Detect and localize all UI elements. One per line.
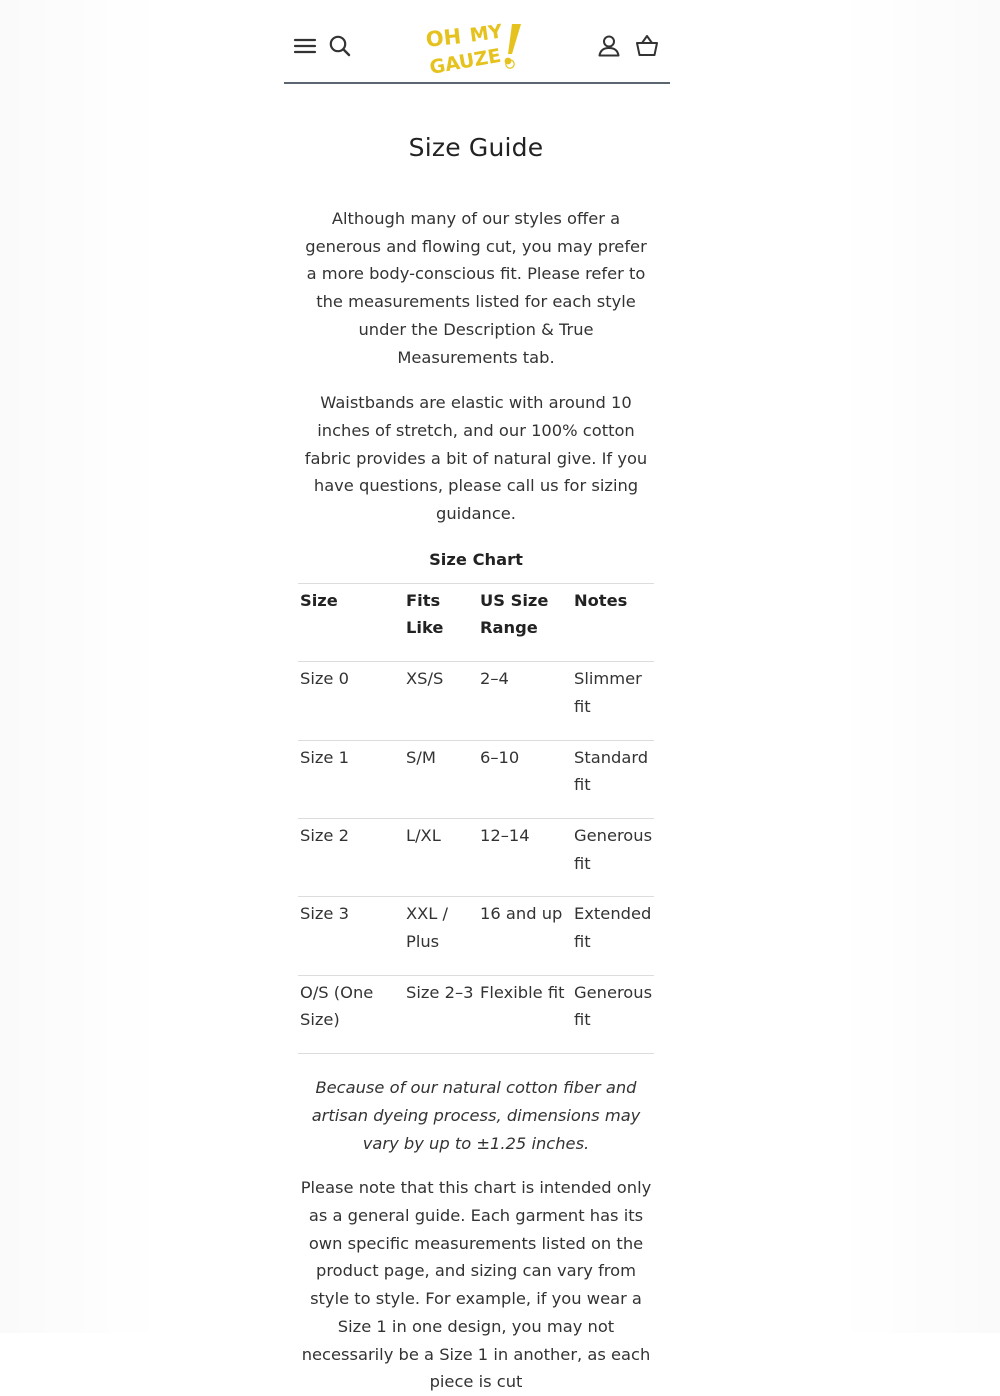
svg-text:GAUZE: GAUZE — [427, 44, 503, 79]
table-cell: L/XL — [406, 825, 441, 845]
column-header: Size — [300, 590, 338, 610]
column-header: Fits Like — [406, 590, 444, 638]
table-cell: Generous fit — [574, 825, 653, 873]
general-guide-paragraph: Please note that this chart is intended only as a general guide. Each garment has its own specific measurements listed on the product page, and sizing can vary from style to style. For example, if you wear a Size 1 in one design, you may not necessarily be a Size 1 in another, as each piece is cut — [300, 1178, 652, 1392]
size-guide-content — [298, 82, 654, 1396]
table-cell: S/M — [406, 747, 436, 767]
waistband-paragraph: Waistbands are elastic with around 10 inches of stretch, and our 100% cotton fabric provides a bit of natural give. If you have questions, please call us for sizing guidance. — [304, 393, 648, 524]
search-icon[interactable] — [327, 33, 355, 61]
user-account-icon[interactable] — [596, 33, 624, 61]
table-row — [298, 975, 654, 1053]
shopping-basket-icon[interactable] — [634, 33, 662, 61]
table-cell: 12–14 — [480, 825, 530, 845]
size-chart-heading: Size Chart — [429, 549, 523, 569]
table-cell: XXL / Plus — [406, 904, 449, 952]
column-header: Notes — [574, 590, 628, 610]
table-cell: Size 0 — [300, 669, 349, 689]
table-cell: Standard fit — [574, 747, 649, 795]
table-cell: 16 and up — [480, 904, 563, 924]
table-cell: Size 2 — [300, 825, 349, 845]
table-cell: Extended fit — [574, 904, 652, 952]
table-cell: Slimmer fit — [574, 669, 642, 716]
intro-paragraph: Although many of our styles offer a generous and flowing cut, you may prefer a more body-conscious fit. Please refer to the measurements listed for each style under the Description & True Measurements tab. — [305, 209, 647, 367]
table-cell: Flexible fit — [480, 982, 565, 1002]
table-cell: 2–4 — [480, 669, 509, 689]
column-header: US Size Range — [480, 590, 549, 638]
table-row — [298, 818, 654, 896]
dimension-variance-note: Because of our natural cotton fiber and artisan dyeing process, dimensions may vary by up to ±1.25 inches. — [311, 1078, 641, 1153]
table-cell: 6–10 — [480, 747, 520, 767]
table-cell: Size 3 — [300, 904, 349, 924]
table-cell: XS/S — [406, 669, 444, 689]
table-row — [298, 662, 654, 740]
svg-text:MY: MY — [468, 20, 504, 47]
table-row — [298, 740, 654, 818]
site-header — [284, 0, 670, 84]
table-cell: Generous fit — [574, 982, 653, 1030]
brand-logo[interactable] — [424, 20, 528, 79]
size-chart-table — [298, 583, 654, 1054]
table-row — [298, 897, 654, 975]
page-title: Size Guide — [408, 133, 544, 162]
content-column — [284, 0, 670, 1392]
table-cell: Size 1 — [300, 747, 349, 767]
table-cell: Size 2–3 — [406, 982, 474, 1002]
table-header-row — [298, 583, 654, 661]
svg-text:OH: OH — [424, 24, 463, 52]
table-cell: O/S (One Size) — [300, 982, 374, 1030]
hamburger-menu-icon[interactable] — [292, 33, 320, 61]
